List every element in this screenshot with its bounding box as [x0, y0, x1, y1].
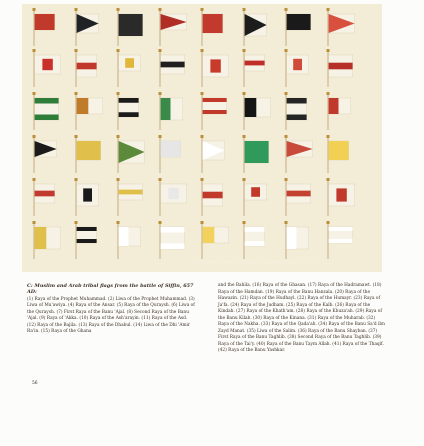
flag-top-band	[35, 98, 59, 104]
pole-finial	[75, 178, 78, 181]
flag-stripe	[35, 191, 55, 197]
pole-finial	[159, 92, 162, 95]
flag-bottom-band	[329, 239, 353, 243]
flag-field	[161, 141, 181, 157]
pole-finial	[285, 92, 288, 95]
pole-finial	[285, 49, 288, 52]
pole-finial	[159, 178, 162, 181]
pole-finial	[117, 135, 120, 138]
flag-field	[119, 14, 143, 36]
pole-finial	[159, 135, 162, 138]
flag-top-band	[203, 98, 227, 102]
flag-emblem	[293, 59, 302, 70]
pole-finial	[285, 135, 288, 138]
pole-finial	[159, 8, 162, 11]
pole-finial	[117, 92, 120, 95]
pole-finial	[117, 178, 120, 181]
flags-plate	[22, 4, 382, 272]
flag-stripe	[287, 191, 311, 197]
pole-finial	[75, 49, 78, 52]
pole-finial	[285, 8, 288, 11]
flag-stripe	[245, 61, 265, 66]
pole-finial	[243, 178, 246, 181]
pole-finial	[159, 49, 162, 52]
pole-finial	[201, 221, 204, 224]
pole-finial	[327, 8, 330, 11]
flag-top-band	[329, 227, 353, 231]
pole-finial	[285, 221, 288, 224]
flag-top-band	[77, 227, 97, 231]
flag-hoist-band	[203, 227, 215, 243]
flag-top-band	[161, 227, 185, 233]
pole-finial	[201, 92, 204, 95]
flag-field	[287, 14, 311, 30]
pole-finial	[33, 178, 36, 181]
flag-bottom-band	[287, 115, 307, 121]
flag-emblem	[125, 58, 134, 68]
pole-finial	[243, 221, 246, 224]
flag-stripe	[329, 63, 353, 70]
pole-finial	[201, 178, 204, 181]
flag-bottom-band	[203, 110, 227, 114]
pole-finial	[159, 221, 162, 224]
pole-finial	[201, 8, 204, 11]
flag-top-band	[119, 98, 139, 103]
flag-emblem	[83, 188, 92, 201]
pole-finial	[117, 49, 120, 52]
flag-top-band	[287, 98, 307, 104]
pole-finial	[75, 135, 78, 138]
pole-finial	[327, 135, 330, 138]
pole-finial	[285, 178, 288, 181]
flag-emblem	[251, 187, 260, 197]
caption-text-left: (1) Raya of the Prophet Muhammad. (2) Liwa of the Prophet Muhammad. (3) Liwa of Mu'awiya. (4) Raya of the Ansar. (5) Raya of the Quraysh. (6) Liwa of the Quraysh. (7) First Raya of the Banu 'Ajal. (8) Second Raya of the Banu 'Ajal. (9) Raya of 'Akka. (10) Raya of the Ash'arayin. (11) Raya of the Asd. (12) Raya of the Bajila. (13) Raya of the Dhabul. (14) Liwa of the Dhi 'Amir Ra'in. (15) Raya of the Ghana	[27, 296, 195, 335]
pole-finial	[33, 92, 36, 95]
flag-emblem	[42, 59, 52, 70]
flag-hoist-band	[77, 98, 89, 114]
flag-hoist-band	[245, 98, 257, 117]
flag-field	[203, 14, 223, 33]
flag-field	[245, 141, 269, 163]
flag-stripe	[203, 192, 223, 199]
flag-stripe	[161, 62, 185, 68]
pole-finial	[117, 221, 120, 224]
flag-hoist-band	[329, 98, 339, 114]
page-number: 56	[32, 381, 38, 386]
pole-finial	[327, 49, 330, 52]
plate-caption: Muslim and Arab tribal flags, the battle of Siffin, 657 AD	[194, 260, 321, 265]
flag-emblem	[210, 59, 220, 72]
flag-hoist-band	[161, 98, 171, 120]
pole-finial	[75, 221, 78, 224]
pole-finial	[243, 8, 246, 11]
pole-finial	[33, 221, 36, 224]
flag-hoist-band	[119, 227, 129, 246]
pole-finial	[327, 221, 330, 224]
pole-finial	[33, 8, 36, 11]
flag-hoist-band	[35, 227, 47, 249]
flag-emblem	[336, 188, 346, 201]
flag-top-band	[245, 227, 265, 232]
flag-stripe	[119, 190, 143, 195]
caption-column-left	[27, 283, 195, 336]
pole-finial	[243, 49, 246, 52]
flag-stripe	[77, 63, 97, 70]
pole-finial	[327, 92, 330, 95]
pole-finial	[243, 135, 246, 138]
caption-title: C: Muslim and Arab tribal flags from the battle of Siffin, 657 AD:	[27, 283, 194, 296]
pole-finial	[327, 178, 330, 181]
flag-bottom-band	[119, 112, 139, 117]
pole-finial	[75, 92, 78, 95]
flag-bottom-band	[245, 241, 265, 246]
pole-finial	[33, 135, 36, 138]
pole-finial	[33, 49, 36, 52]
flag-bottom-band	[35, 115, 59, 121]
pole-finial	[75, 8, 78, 11]
flag-bottom-band	[77, 239, 97, 243]
flag-field	[77, 141, 101, 160]
pole-finial	[201, 49, 204, 52]
flag-emblem	[168, 188, 178, 199]
pole-finial	[117, 8, 120, 11]
flag-bottom-band	[161, 244, 185, 250]
pole-finial	[243, 92, 246, 95]
flag-field	[35, 14, 55, 30]
flag-hoist-band	[287, 227, 297, 249]
pole-finial	[201, 135, 204, 138]
caption-text-right: and the Bahila. (16) Raya of the Ghasan. (17) Raya of the Hadramawt. (18) Raya of the Hamdan. (19) Raya of the Banu Hanzala. (20) Raya of the Hawazin. (21) Raya of the Hudhayl. (22) Raya of the Humayr. (23) Raya of Ja'fa. (24) Raya of the Judham. (25) Raya of the Kalb. (26) Raya of the Kindah. (27) Raya of the Khath'am. (28) Raya of the Khuza'ah. (29) Raya of the Banu Kilab. (30) Raya of the Kinana. (31) Raya of the Muharab. (32) Raya of the Nakha. (33) Raya of the Qada'ah. (34) Raya of the Banu Sa'd ibn Zayd Manat. (35) Liwa of the Salim. (36) Raya of the Banu Shayban. (37) First Raya of the Banu Taghlib. (38) Second Raya of the Banu Taghlib. (39) Raya of the Tai'y. (40) Raya of the Banu Taym Allah. (41) Raya of the Thaqif. (42) Raya of the Banu Yashkar.	[218, 283, 385, 353]
flags-illustration	[22, 4, 382, 272]
flag-field	[329, 141, 349, 160]
